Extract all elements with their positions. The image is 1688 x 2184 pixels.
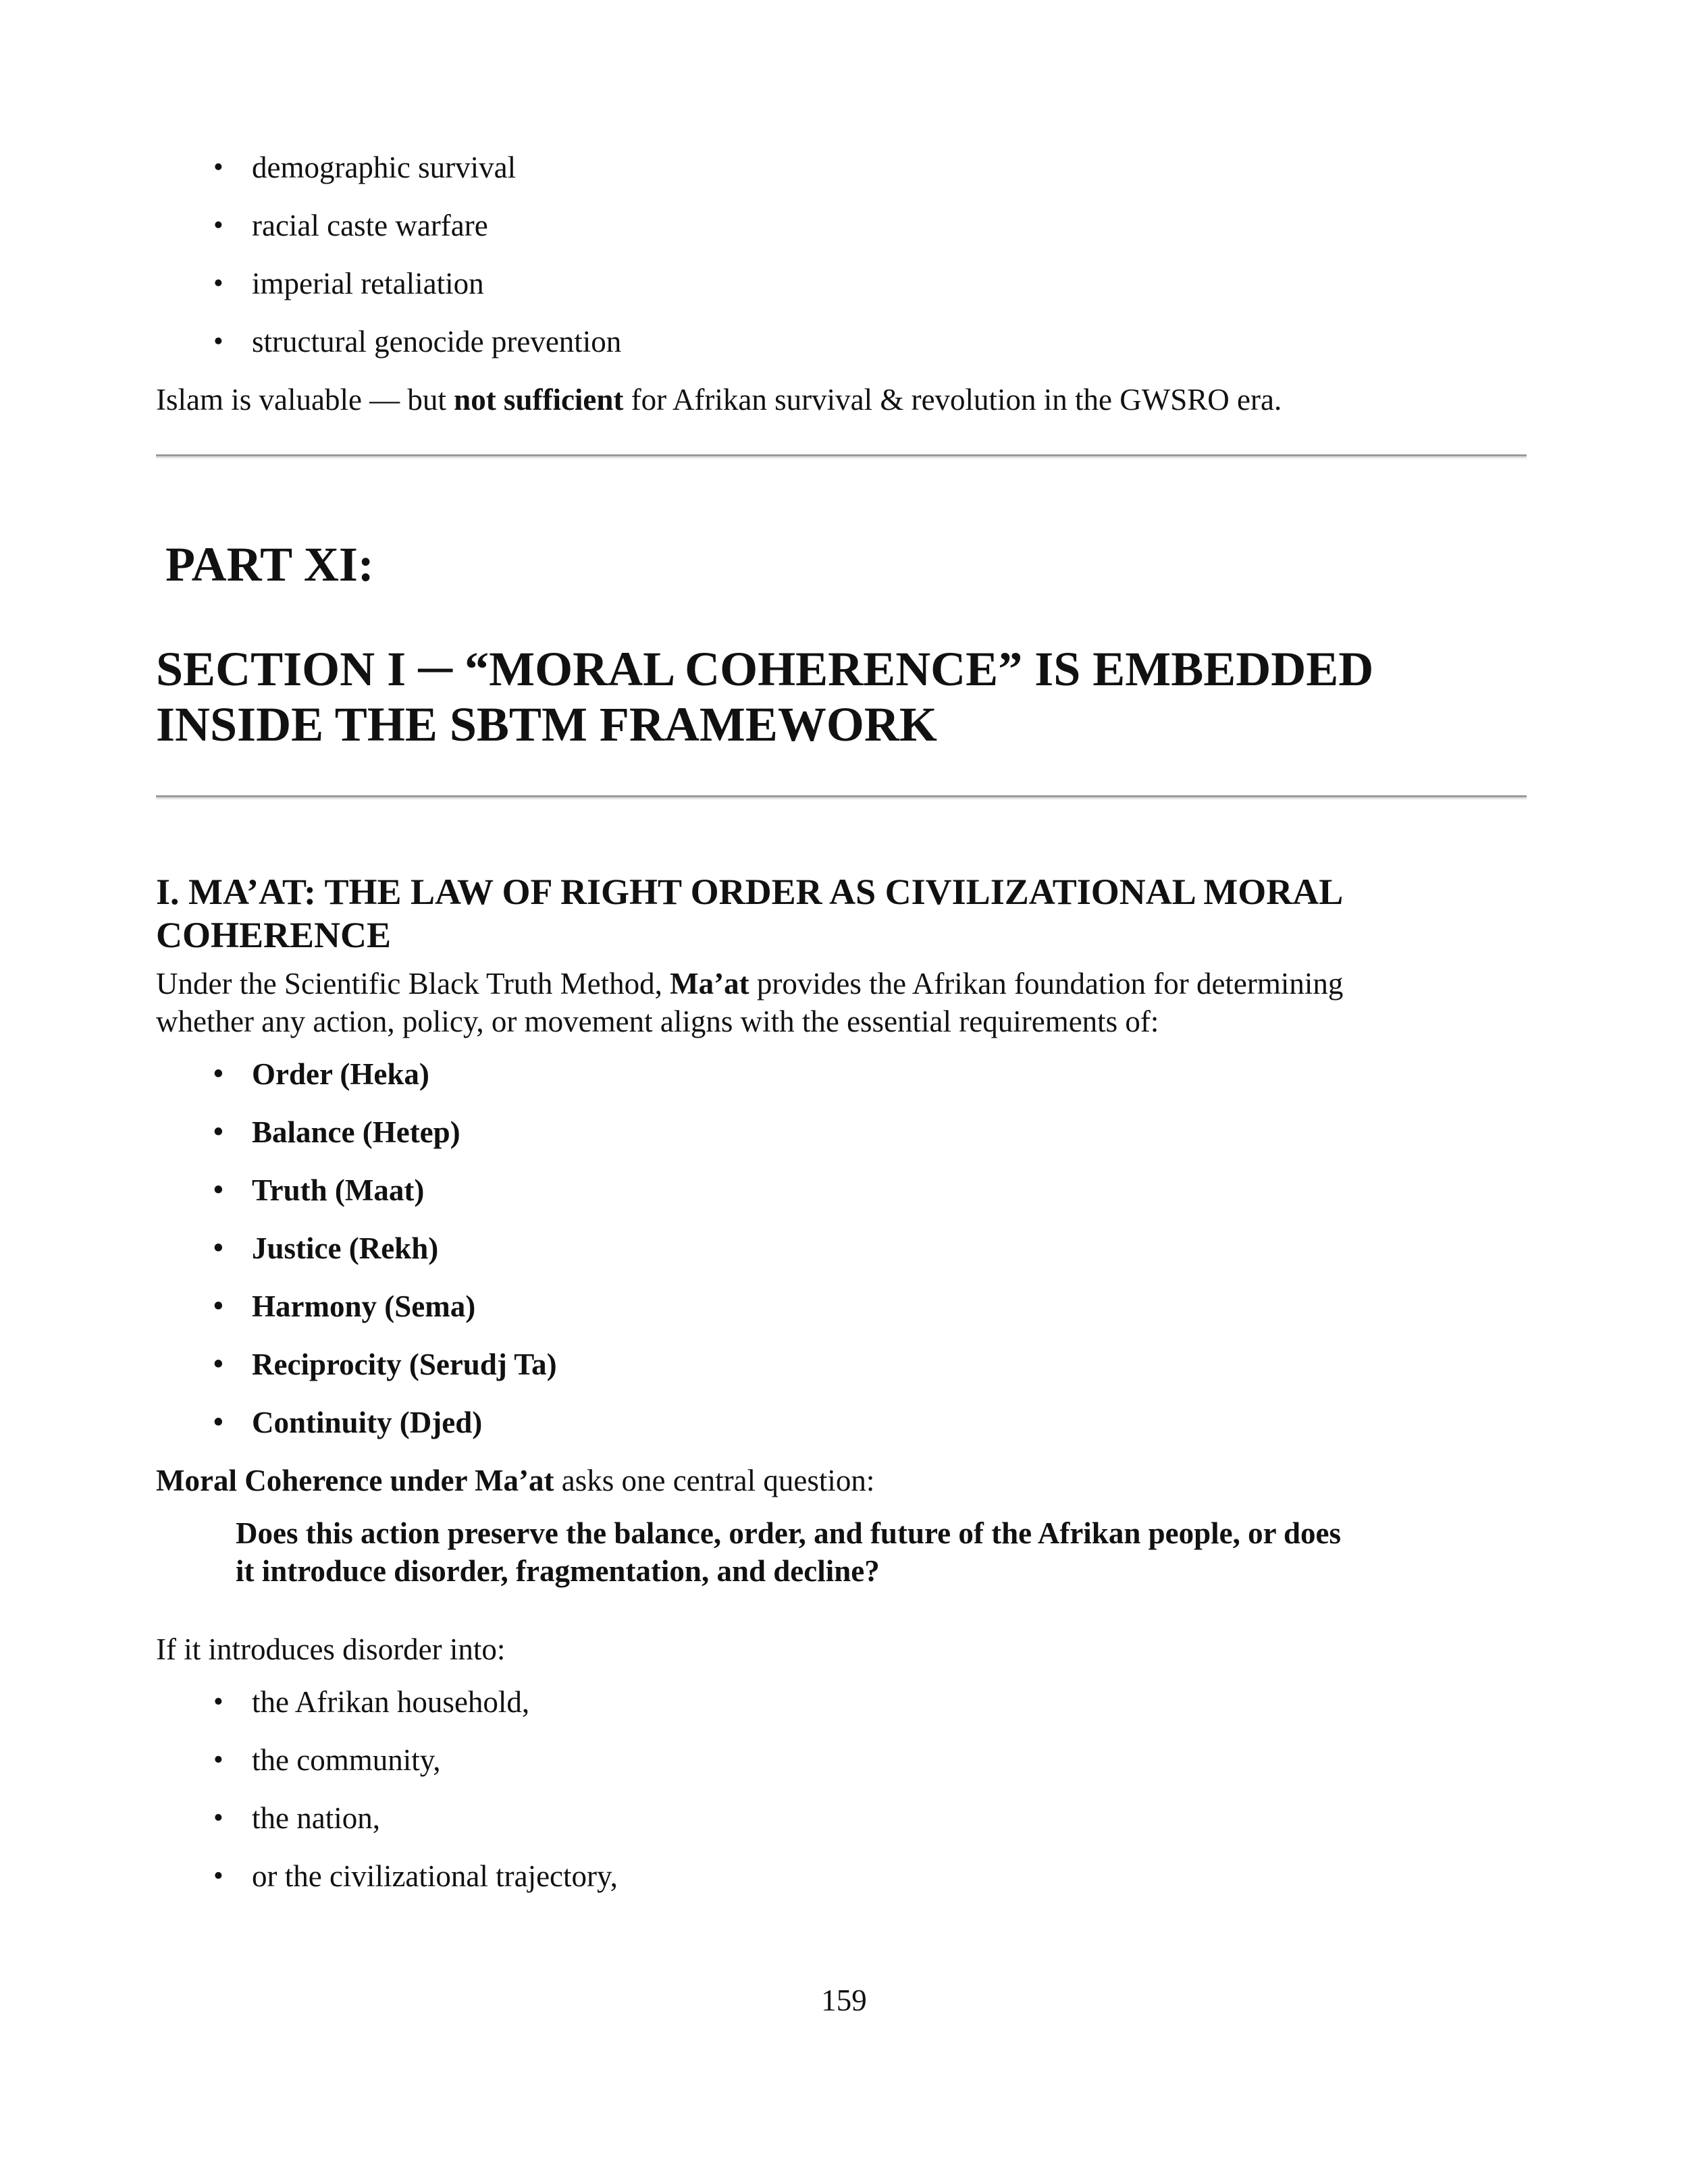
page-content xyxy=(156,149,1527,1895)
bullet-icon: • xyxy=(213,1349,223,1380)
islam-statement: Islam is valuable — but not sufficient for Afrikan survival & revolution in the GWSRO era. xyxy=(156,383,1282,417)
bullet-icon: • xyxy=(213,268,223,299)
list-item: • or the civilizational trajectory, xyxy=(156,1857,1527,1895)
bullet-icon: • xyxy=(213,1175,223,1206)
bullet-icon: • xyxy=(213,1861,223,1892)
bullet-icon: • xyxy=(213,1744,223,1776)
bullet-icon: • xyxy=(213,326,223,357)
bullet-icon: • xyxy=(213,1803,223,1834)
top-bullet-list xyxy=(156,149,1527,361)
question-intro: Moral Coherence under Ma’at asks one central question: xyxy=(156,1464,875,1497)
part-title: PART XI: xyxy=(165,537,374,591)
bullet-icon: • xyxy=(213,1117,223,1148)
list-item: • racial caste warfare xyxy=(156,207,1527,244)
central-question-quote: Does this action preserve the balance, order, and future of the Afrikan people, or does it introduce disorder, fragmentation, and decline? xyxy=(236,1516,1342,1588)
list-item: • the community, xyxy=(156,1741,1527,1779)
disorder-intro: If it introduces disorder into: xyxy=(156,1632,506,1666)
disorder-list xyxy=(156,1683,1527,1895)
horizontal-divider xyxy=(156,454,1527,458)
list-item: • Continuity (Djed) xyxy=(156,1404,1527,1441)
bullet-icon: • xyxy=(213,1686,223,1717)
list-item: • demographic survival xyxy=(156,149,1527,186)
list-item: • Balance (Hetep) xyxy=(156,1113,1527,1151)
bullet-icon: • xyxy=(213,1291,223,1322)
list-item: • the Afrikan household, xyxy=(156,1683,1527,1721)
list-item: • structural genocide prevention xyxy=(156,323,1527,361)
list-item: • Order (Heka) xyxy=(156,1055,1527,1093)
list-item: • imperial retaliation xyxy=(156,265,1527,302)
maat-principles-list xyxy=(156,1055,1527,1441)
bullet-icon: • xyxy=(213,210,223,241)
bullet-icon: • xyxy=(213,1407,223,1438)
list-item: • Truth (Maat) xyxy=(156,1171,1527,1209)
horizontal-divider xyxy=(156,795,1527,799)
bullet-icon: • xyxy=(213,1059,223,1090)
list-item: • Reciprocity (Serudj Ta) xyxy=(156,1346,1527,1383)
page-number: 159 xyxy=(821,1983,867,2017)
list-item: • Harmony (Sema) xyxy=(156,1287,1527,1325)
list-item: • Justice (Rekh) xyxy=(156,1229,1527,1267)
intro-paragraph: Under the Scientific Black Truth Method, Ma’at provides the Afrikan foundation for determining whether any action, policy, or movement aligns with the essential requirements of: xyxy=(156,967,1344,1038)
section-title: SECTION I ─ “MORAL COHERENCE” IS EMBEDDED INSIDE THE SBTM FRAMEWORK xyxy=(156,642,1374,751)
bullet-icon: • xyxy=(213,152,223,183)
subsection-title: I. MA’AT: THE LAW OF RIGHT ORDER AS CIVILIZATIONAL MORAL COHERENCE xyxy=(156,872,1344,955)
bullet-icon: • xyxy=(213,1233,223,1264)
list-item: • the nation, xyxy=(156,1799,1527,1837)
